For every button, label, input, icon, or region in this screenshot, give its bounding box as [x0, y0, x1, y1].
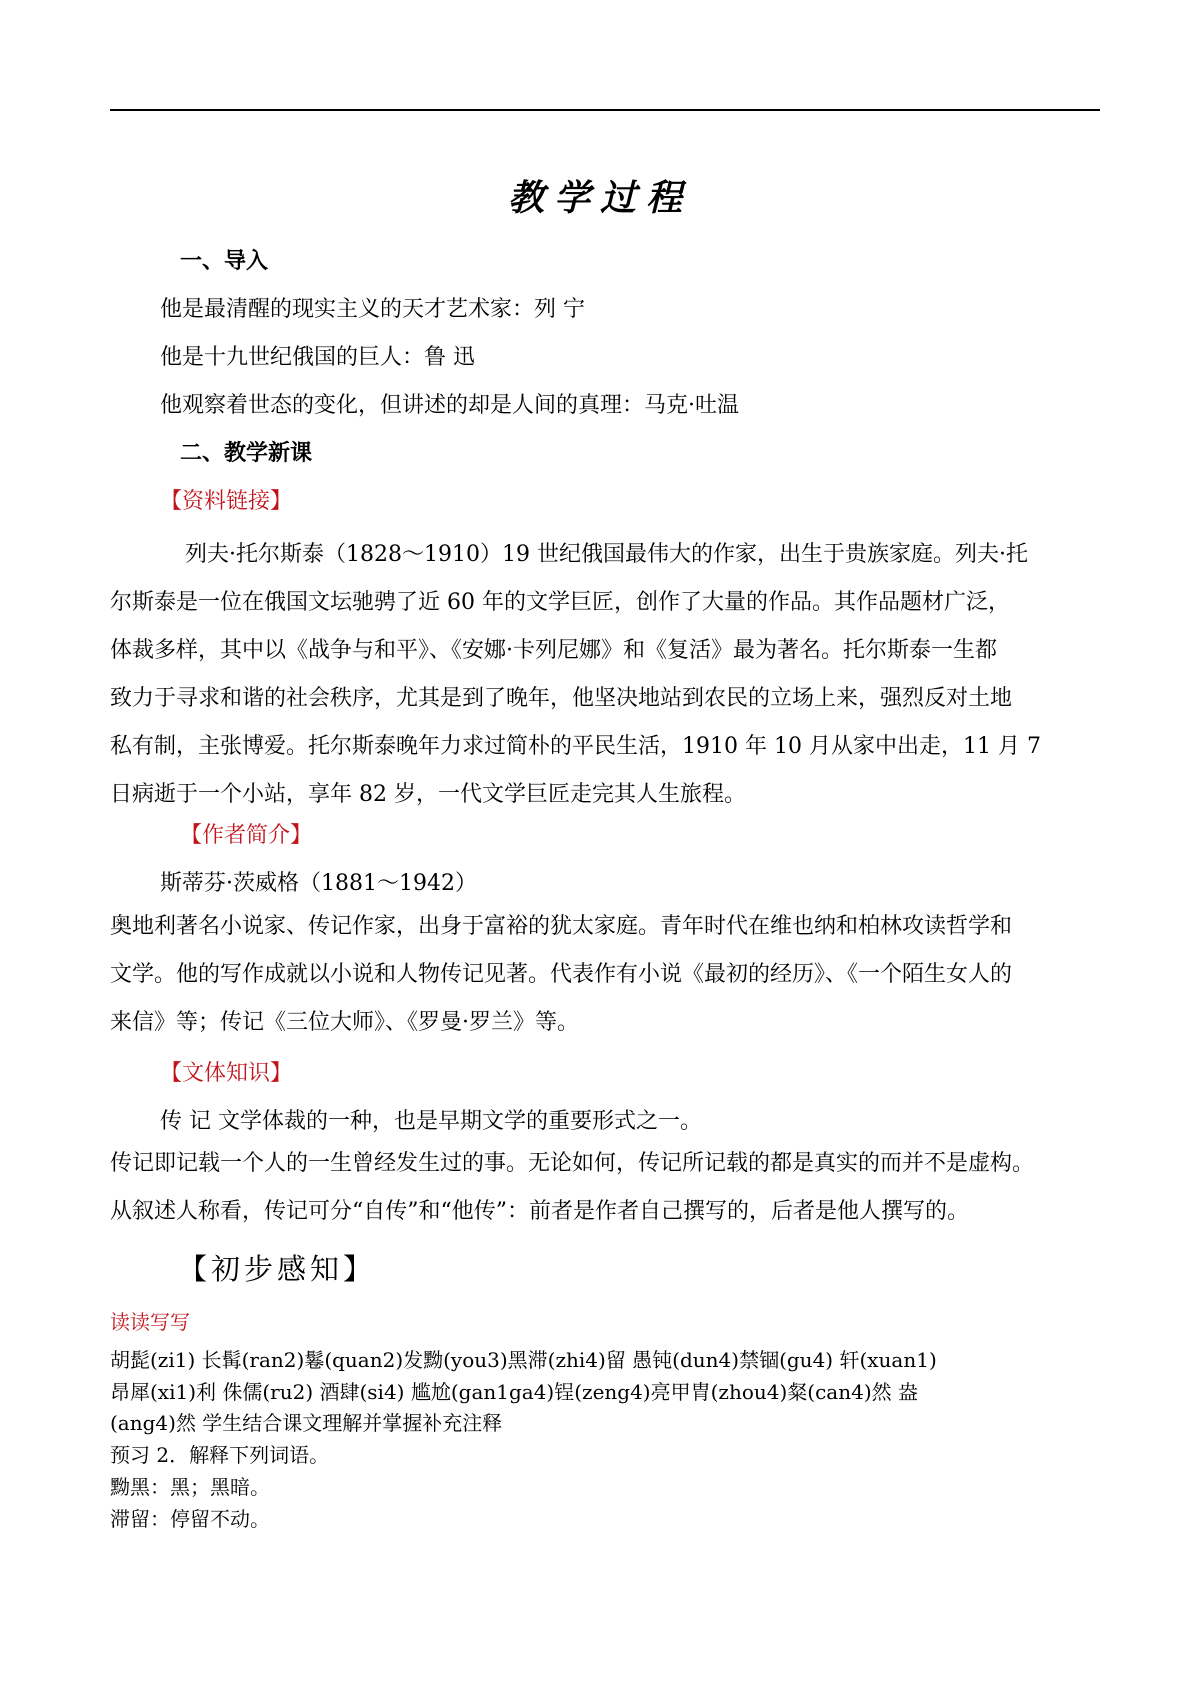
perception-subheading: 读读写写 [110, 1310, 190, 1334]
vocab-line: 昂犀(xi1)利 侏儒(ru2) 酒肆(si4) 尴尬(gan1ga4)锃(zeng4)亮甲胄(zhou4)粲(can4)然 盎 [110, 1380, 918, 1404]
materials-paragraph [110, 531, 1100, 819]
vocab-line: 滞留：停留不动。 [110, 1507, 270, 1531]
paragraph-line: 文学。他的写作成就以小说和人物传记见著。代表作有小说《最初的经历》、《一个陌生女人的 [110, 962, 1013, 987]
materials-label: 【资料链接】 [160, 489, 293, 514]
paragraph-line: 体裁多样，其中以《战争与和平》、《安娜·卡列尼娜》和《复活》最为著名。托尔斯泰一生都 [110, 638, 997, 663]
new-lesson-heading: 二、教学新课 [180, 441, 313, 466]
genre-label: 【文体知识】 [160, 1061, 293, 1086]
paragraph-line: 来信》等；传记《三位大师》、《罗曼·罗兰》等。 [110, 1010, 579, 1035]
header-rule [110, 109, 1100, 111]
intro-quote: 他观察着世态的变化，但讲述的却是人间的真理：马克·吐温 [160, 393, 739, 418]
vocab-line: 预习 2．解释下列词语。 [110, 1443, 330, 1467]
paragraph-line: 奥地利著名小说家、传记作家，出身于富裕的犹太家庭。青年时代在维也纳和柏林攻读哲学和 [110, 914, 1013, 939]
author-label: 【作者简介】 [180, 823, 313, 848]
paragraph-line: 私有制，主张博爱。托尔斯泰晚年力求过简朴的平民生活，1910 年 10 月从家中出走，11 月 7 [110, 734, 1041, 759]
intro-heading: 一、导入 [180, 249, 269, 274]
genre-paragraph [110, 1140, 1100, 1236]
paragraph-line: 尔斯泰是一位在俄国文坛驰骋了近 60 年的文学巨匠，创作了大量的作品。其作品题材广泛， [110, 590, 1010, 615]
page-title: 教学过程 [507, 177, 692, 219]
intro-quote: 他是十九世纪俄国的巨人：鲁 迅 [160, 345, 475, 370]
perception-heading: 【初步感知】 [178, 1252, 377, 1286]
paragraph-line: 列夫·托尔斯泰（1828～1910）19 世纪俄国最伟大的作家，出生于贵族家庭。列夫·托 [185, 542, 1028, 567]
author-name: 斯蒂芬·茨威格（1881～1942） [160, 871, 477, 896]
vocab-line: 黝黑：黑；黑暗。 [110, 1475, 270, 1499]
paragraph-line: 从叙述人称看，传记可分“自传”和“他传”：前者是作者自己撰写的，后者是他人撰写的。 [110, 1199, 969, 1224]
paragraph-line: 致力于寻求和谐的社会秩序，尤其是到了晚年，他坚决地站到农民的立场上来，强烈反对土地 [110, 686, 1013, 711]
vocab-line: (ang4)然 学生结合课文理解并掌握补充注释 [110, 1411, 503, 1435]
paragraph-line: 日病逝于一个小站，享年 82 岁，一代文学巨匠走完其人生旅程。 [110, 782, 746, 807]
vocab-line: 胡髭(zi1) 长髯(ran2)鬈(quan2)发黝(you3)黑滞(zhi4)留 愚钝(dun4)禁锢(gu4) 轩(xuan1) [110, 1348, 937, 1372]
author-paragraph [110, 903, 1100, 1047]
genre-line: 传 记 文学体裁的一种，也是早期文学的重要形式之一。 [160, 1109, 702, 1134]
intro-quote: 他是最清醒的现实主义的天才艺术家：列 宁 [160, 297, 585, 322]
paragraph-line: 传记即记载一个人的一生曾经发生过的事。无论如何，传记所记载的都是真实的而并不是虚构。 [110, 1151, 1035, 1176]
